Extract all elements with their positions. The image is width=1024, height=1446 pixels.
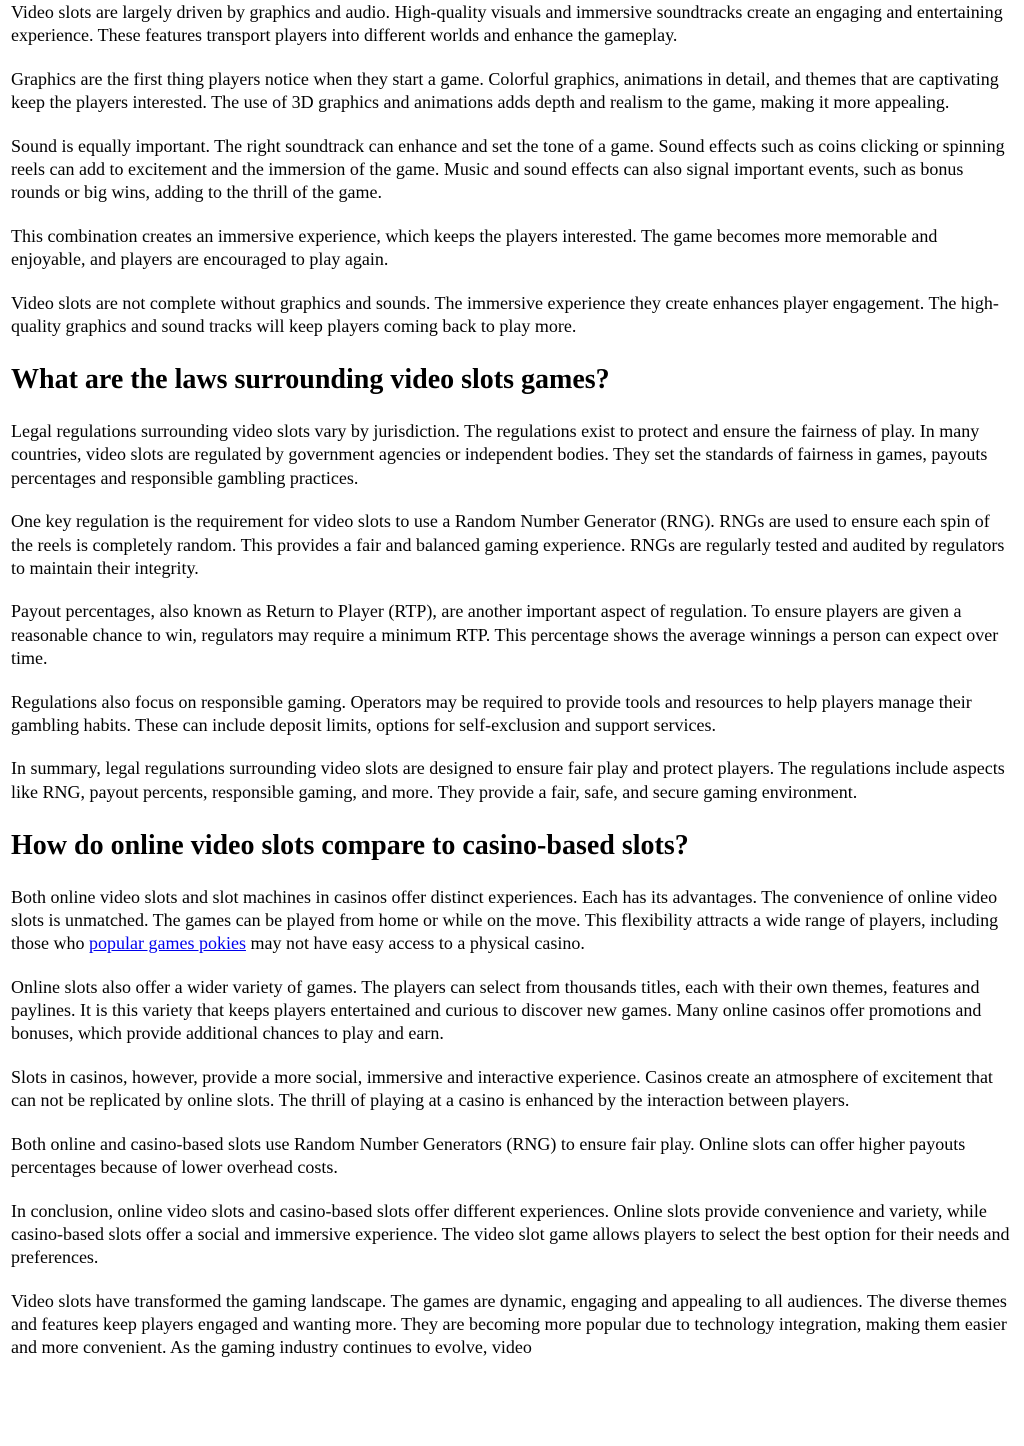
paragraph: Video slots are not complete without graphics and sounds. The immersive experience they create enhances player engagement. The high-quality graphics and sound tracks will keep players coming back to play more. <box>11 292 999 337</box>
paragraph: One key regulation is the requirement for video slots to use a Random Number Generator (RNG). RNGs are used to ensure each spin of the reels is completely random. This provides a fair and balanced gaming experience. RNGs are regularly tested and audited by regulators to maintain their integrity. <box>11 511 1005 578</box>
paragraph: Payout percentages, also known as Return to Player (RTP), are another important aspect of regulation. To ensure players are given a reasonable chance to win, regulators may require a minimum RTP. This percentage shows the average winnings a person can expect over time. <box>11 601 999 668</box>
paragraph: Video slots have transformed the gaming landscape. The games are dynamic, engaging and appealing to all audiences. The diverse themes and features keep players engaged and wanting more. They are becoming more popular due to technology integration, making them easier and more convenient. As the gaming industry continues to evolve, video <box>11 1291 1007 1358</box>
paragraph: This combination creates an immersive experience, which keeps the players interested. The game becomes more memorable and enjoyable, and players are encouraged to play again. <box>11 225 938 270</box>
section-heading-laws: What are the laws surrounding video slots games? <box>11 364 610 396</box>
paragraph: In summary, legal regulations surrounding video slots are designed to ensure fair play and protect players. The regulations include aspects like RNG, payout percents, responsible gaming, and more. They provide a fair, safe, and secure gaming environment. <box>11 758 1005 802</box>
paragraph-text-after-link: may not have easy access to a physical casino. <box>245 933 585 954</box>
paragraph: Both online and casino-based slots use Random Number Generators (RNG) to ensure fair play. Online slots can offer higher payouts percentages because of lower overhead costs. <box>11 1134 966 1178</box>
article-body <box>11 1 1013 1360</box>
paragraph: Online slots also offer a wider variety of games. The players can select from thousands titles, each with their own themes, features and paylines. It is this variety that keeps players entertained and curious to discover new games. Many online casinos offer promotions and bonuses, which provide additional chances to play and earn. <box>11 976 982 1044</box>
paragraph: Video slots are largely driven by graphics and audio. High-quality visuals and immersive soundtracks create an engaging and entertaining experience. These features transport players into different worlds and enhance the gameplay. <box>11 2 1003 46</box>
paragraph-text-before-link: Both online video slots and slot machines in casinos offer distinct experiences. Each has its advantages. The convenience of online video slots is unmatched. The games can be played from home or while on the move. This flexibility attracts a wide range of players, including those who <box>11 886 999 954</box>
paragraph-with-link <box>11 886 1013 956</box>
paragraph: Graphics are the first thing players notice when they start a game. Colorful graphics, animations in detail, and themes that are captivating keep the players interested. The use of 3D graphics and animations adds depth and realism to the game, making it more appealing. <box>11 68 999 113</box>
paragraph: Sound is equally important. The right soundtrack can enhance and set the tone of a game. Sound effects such as coins clicking or spinning reels can add to excitement and the immersion of the game. Music and sound effects can also signal important events, such as bonus rounds or big wins, adding to the thrill of the game. <box>11 135 1005 203</box>
popular-games-pokies-link[interactable]: popular games pokies <box>89 933 246 954</box>
paragraph: Legal regulations surrounding video slots vary by jurisdiction. The regulations exist to protect and ensure the fairness of play. In many countries, video slots are regulated by government agencies or independent bodies. They set the standards of fairness in games, payouts percentages and responsible gambling practices. <box>11 421 988 488</box>
paragraph: Slots in casinos, however, provide a more social, immersive and interactive experience. Casinos create an atmosphere of excitement that can not be replicated by online slots. The thrill of playing at a casino is enhanced by the interaction between players. <box>11 1067 993 1111</box>
section-heading-comparison: How do online video slots compare to casino-based slots? <box>11 829 689 861</box>
paragraph: In conclusion, online video slots and casino-based slots offer different experiences. Online slots provide convenience and variety, while casino-based slots offer a social and immersive experience. The video slot game allows players to select the best option for their needs and preferences. <box>11 1200 1010 1268</box>
paragraph: Regulations also focus on responsible gaming. Operators may be required to provide tools and resources to help players manage their gambling habits. These can include deposit limits, options for self-exclusion and support services. <box>11 691 972 735</box>
